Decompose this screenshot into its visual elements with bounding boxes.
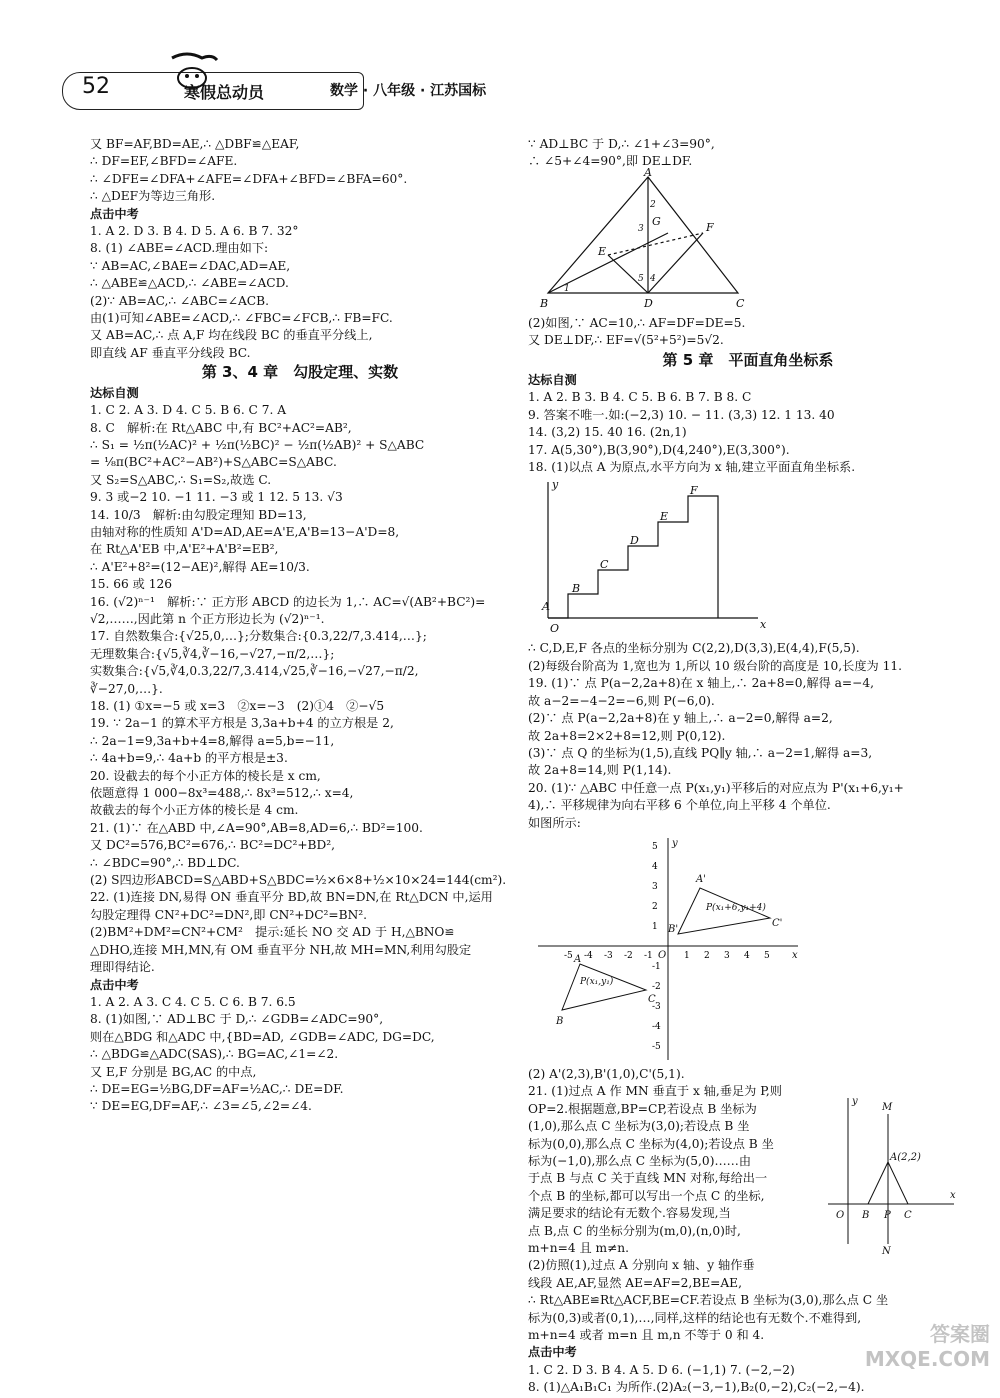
text-line: 实数集合:{√5,∛4,0.3,22/7,3.414,√25,∛−16,−√27,−π/2,	[90, 664, 419, 679]
text-line: ∴ △ABE≌△ACD,∴ ∠ABE=∠ACD.	[90, 276, 289, 291]
text-line: 8. (1) ∠ABE=∠ACD.理由如下:	[90, 241, 269, 256]
text-line: 22. (1)连接 DN,易得 ON 垂直平分 BD,故 BN=DN,在 Rt△DCN 中,运用	[90, 890, 493, 905]
text-line: ∴ C,D,E,F 各点的坐标分别为 C(2,2),D(3,3),E(4,4),F(5,5).	[528, 641, 860, 656]
text-line: 依题意得 1 000−8x³=488,∴ 8x³=512,∴ x=4,	[90, 786, 354, 801]
text-line: 14. 10/3 解析:由勾股定理知 BD=13,	[90, 507, 307, 522]
page-header	[62, 72, 522, 108]
text-line: m+n=4 且 m≠n.	[528, 1241, 630, 1255]
fig3-label: x	[792, 949, 798, 961]
text-line: (2)∵ 点 P(a−2,2a+8)在 y 轴上,∴ a−2=0,解得 a=2,	[528, 711, 833, 726]
text-line: 线段 AE,AF,显然 AE=AF=2,BE=AE,	[528, 1275, 742, 1290]
fig3-label: C	[648, 993, 656, 1005]
fig4-label: P	[884, 1209, 891, 1221]
text-line: 故 a−2=−4−2=−6,则 P(−6,0).	[528, 693, 715, 708]
fig3-label: C'	[772, 917, 783, 929]
text-line: 1. C 2. D 3. B 4. A 5. D 6. (−1,1) 7. (−2,−2)	[528, 1362, 795, 1377]
text-line: 4),∴ 平移规律为向右平移 6 个单位,向上平移 4 个单位.	[528, 798, 831, 813]
text-line: 标为(0,0),那么点 C 坐标为(4,0);若设点 B 坐	[528, 1136, 774, 1151]
page-number: 52	[82, 74, 110, 99]
y-tick-label: 4	[652, 861, 658, 872]
x-tick-label: 5	[764, 950, 770, 961]
text-line: 1. A 2. D 3. B 4. D 5. A 6. B 7. 32°	[90, 224, 299, 239]
text-line: (2)BM²+DM²=CN²+CM² 提示:延长 NO 交 AD 于 H,△BNO≌	[90, 925, 455, 940]
text-line: 8. (1)△A₁B₁C₁ 为所作.(2)A₂(−3,−1),B₂(0,−2),C₂(−2,−4).	[528, 1380, 865, 1395]
text-line: ∵ AB=AC,∠BAE=∠DAC,AD=AE,	[90, 258, 291, 273]
fig1-label: 2	[650, 199, 656, 210]
text-line: 8. C 解析:在 Rt△ABC 中,有 BC²+AC²=AB²,	[90, 420, 352, 435]
x-tick-label: -1	[644, 950, 653, 961]
text-line: (1,0),那么点 C 坐标为(3,0);若设点 B 坐	[528, 1119, 750, 1134]
fig4-label: y	[852, 1095, 858, 1107]
fig3-label: P(x₁+6,y₁+4)	[706, 902, 766, 913]
staircase-figure	[528, 478, 768, 638]
fig4-label: x	[950, 1189, 956, 1201]
text-line: ∴ DE=EG=½BG,DF=AF=½AC,∴ DE=DF.	[90, 1081, 344, 1096]
fig2-label: y	[552, 478, 559, 492]
text-line: ∴ ∠DFE=∠DFA+∠AFE=∠DFA+∠BFD=∠BFA=60°.	[90, 171, 408, 186]
text-line: (2) S四边形ABCD=S△ABD+S△BDC=½×6×8+½×10×24=144(cm²).	[90, 873, 507, 888]
section-heading: 点击中考	[90, 977, 139, 992]
fig2-label: C	[600, 558, 609, 572]
text-line: m+n=4 或者 m=n 且 m,n 不等于 0 和 4.	[528, 1328, 765, 1343]
x-tick-label: -2	[624, 950, 633, 961]
text-line: ∴ 2a−1=9,3a+b+4=8,解得 a=5,b=−11,	[90, 733, 335, 748]
x-tick-label: -5	[564, 950, 573, 961]
fig2-label: O	[550, 622, 560, 636]
text-line: 又 BF=AF,BD=AE,∴ △DBF≌△EAF,	[90, 137, 300, 151]
text-line: ∵ AD⊥BC 于 D,∴ ∠1+∠3=90°,	[528, 137, 715, 151]
text-line: 则在△BDG 和△ADC 中,{BD=AD, ∠GDB=∠ADC, DG=DC,	[90, 1029, 435, 1044]
text-line: (2)∵ AB=AC,∴ ∠ABC=∠ACB.	[90, 293, 269, 308]
text-line: 18. (1) ①x=−5 或 x=3 ②x=−3 (2)①4 ②−√5	[90, 699, 385, 713]
text-line: 在 Rt△A'EB 中,A'E²+A'B²=EB²,	[90, 542, 279, 557]
fig3-label: A	[574, 953, 582, 965]
text-line: ∴ A'E²+8²=(12−AE)²,解得 AE=10/3.	[90, 559, 310, 574]
fig2-label: x	[760, 618, 767, 632]
fig1-label: 3	[638, 223, 644, 234]
fig3-label: O	[658, 949, 667, 961]
x-tick-label: 1	[684, 950, 690, 961]
text-line: 于点 B 与点 C 关于直线 MN 对称,每给出一	[528, 1171, 768, 1186]
text-line: (2)每级台阶高为 1,宽也为 1,所以 10 级台阶的高度是 10,长度为 11.	[528, 658, 902, 673]
text-line: 17. A(5,30°),B(3,90°),D(4,240°),E(3,300°).	[528, 442, 790, 457]
section-heading: 点击中考	[90, 206, 139, 221]
fig1-label: 5	[638, 273, 644, 284]
text-line: ∴ S₁ = ½π(½AC)² + ½π(½BC)² − ½π(½AB)² + S△ABC	[90, 437, 425, 452]
text-line: 个点 B 的坐标,都可以写出一个点 C 的坐标,	[528, 1188, 765, 1203]
text-line: 故截去的每个小正方体的棱长是 4 cm.	[90, 803, 299, 818]
x-tick-label: -4	[584, 950, 593, 961]
fig1-label: B	[540, 296, 549, 310]
y-tick-label: 2	[652, 901, 658, 912]
text-line: 20. 设截去的每个小正方体的棱长是 x cm,	[90, 768, 321, 783]
text-line: (2)仿照(1),过点 A 分别向 x 轴、y 轴作垂	[528, 1258, 755, 1273]
x-tick-label: -3	[604, 950, 613, 961]
fig1-label: C	[736, 296, 745, 310]
text-line: 15. 66 或 126	[90, 577, 172, 592]
text-line: 1. C 2. A 3. D 4. C 5. B 6. C 7. A	[90, 403, 287, 418]
fig1-label: 1	[564, 283, 570, 294]
coordinate-figure	[528, 834, 808, 1064]
y-tick-label: -3	[652, 1001, 661, 1012]
y-tick-label: 5	[652, 841, 658, 852]
text-line: 标为(0,3)或者(0,1),…,同样,这样的结论也有无数个.不难得到,	[528, 1310, 862, 1325]
text-line: 故 2a+8=14,则 P(1,14).	[528, 763, 672, 778]
text-line: 即直线 AF 垂直平分线段 BC.	[90, 345, 251, 360]
triangle-figure	[528, 165, 748, 313]
fig3-label: B'	[668, 923, 679, 935]
x-tick-label: 2	[704, 950, 710, 961]
text-line: (2) A'(2,3),B'(1,0),C'(5,1).	[528, 1066, 685, 1081]
text-line: 21. (1)过点 A 作 MN 垂直于 x 轴,垂足为 P,则	[528, 1084, 782, 1099]
y-tick-label: -4	[652, 1021, 661, 1032]
text-line: ∴ ∠5+∠4=90°,即 DE⊥DF.	[528, 154, 693, 169]
fig4-label: C	[904, 1209, 912, 1221]
text-line: ∴ ∠BDC=90°,∴ BD⊥DC.	[90, 855, 240, 870]
book-subtitle: 数学 · 八年级 · 江苏国标	[330, 83, 487, 99]
text-line: 满足要求的结论有无数个.容易发现,当	[528, 1206, 731, 1221]
text-line: 又 E,F 分别是 BG,AC 的中点,	[90, 1064, 257, 1079]
y-tick-label: 1	[652, 921, 658, 932]
text-line: 17. 自然数集合:{√25,0,…};分数集合:{0.3,22/7,3.414,…};	[90, 629, 427, 644]
section-heading: 点击中考	[528, 1345, 577, 1360]
text-line: ∴ Rt△ABE≌Rt△ACF,BE=CF.若设点 B 坐标为(3,0),那么点 C 坐	[528, 1293, 889, 1308]
text-line: 21. (1)∵ 在△ABD 中,∠A=90°,AB=8,AD=6,∴ BD²=100.	[90, 820, 423, 835]
fig1-label: 4	[650, 273, 656, 284]
y-tick-label: 3	[652, 881, 658, 892]
fig4-label: N	[882, 1245, 891, 1257]
fig1-label: E	[598, 244, 607, 258]
fig3-label: B	[556, 1015, 564, 1027]
text-line: 又 AB=AC,∴ 点 A,F 均在线段 BC 的垂直平分线上,	[90, 328, 373, 343]
text-line: 由轴对称的性质知 A'D=AD,AE=A'E,A'B=13−A'D=8,	[90, 524, 400, 539]
fig3-label: A'	[696, 873, 706, 885]
fig2-label: E	[660, 510, 669, 524]
book-brand: 寒假总动员	[184, 83, 265, 102]
section-heading: 达标自测	[528, 373, 577, 388]
y-tick-label: -2	[652, 981, 661, 992]
text-line: 故 2a+8=2×2+8=12,则 P(0,12).	[528, 728, 726, 743]
text-line: △DHO,连接 MH,MN,有 OM 垂直平分 NH,故 MH=MN,利用勾股定	[90, 942, 472, 957]
fig1-label: A	[644, 165, 652, 179]
text-line: (2)如图,∵ AC=10,∴ AF=DF=DE=5.	[528, 315, 746, 330]
text-line: 9. 3 或−2 10. −1 11. −3 或 1 12. 5 13. √3	[90, 490, 343, 505]
text-line: ∛−27,0,…}.	[90, 681, 163, 696]
fig4-label: B	[862, 1209, 870, 1221]
text-line: 又 S₂=S△ABC,∴ S₁=S₂,故选 C.	[90, 472, 272, 487]
fig4-label: A(2,2)	[890, 1151, 921, 1163]
text-line: OP=2.根据题意,BP=CP,若设点 B 坐标为	[528, 1101, 757, 1116]
y-tick-label: -1	[652, 961, 661, 972]
y-tick-label: -5	[652, 1041, 661, 1052]
text-line: ∴ 4a+b=9,∴ 4a+b 的平方根是±3.	[90, 751, 288, 766]
text-line: ∵ DE=EG,DF=AF,∴ ∠3=∠5,∠2=∠4.	[90, 1099, 312, 1114]
fig2-label: D	[630, 534, 639, 548]
text-line: ∴ △BDG≌△ADC(SAS),∴ BG=AC,∠1=∠2.	[90, 1047, 339, 1062]
text-line: 19. ∵ 2a−1 的算术平方根是 3,3a+b+4 的立方根是 2,	[90, 716, 394, 731]
fig3-label: y	[672, 837, 678, 849]
text-line: √2,……,因此第 n 个正方形边长为 (√2)ⁿ⁻¹.	[90, 611, 325, 626]
text-line: 又 DC²=576,BC²=676,∴ BC²=DC²+BD²,	[90, 838, 336, 853]
text-line: ∴ DF=EF,∠BFD=∠AFE.	[90, 154, 238, 169]
x-tick-label: 4	[744, 950, 750, 961]
text-line: 又 DE⊥DF,∴ EF=√(5²+5²)=5√2.	[528, 333, 724, 348]
fig1-label: D	[644, 296, 653, 310]
text-line: 16. (√2)ⁿ⁻¹ 解析:∵ 正方形 ABCD 的边长为 1,∴ AC=√(AB²+BC²)=	[90, 594, 486, 609]
text-line: 勾股定理得 CN²+DC²=DN²,即 CN²+DC²=BN².	[90, 907, 368, 922]
fig2-label: A	[542, 600, 550, 614]
section-heading: 达标自测	[90, 385, 139, 400]
fig1-label: F	[706, 220, 714, 234]
chapter-title: 第 5 章 平面直角坐标系	[662, 350, 834, 369]
x-tick-label: 3	[724, 950, 730, 961]
text-line: 由(1)可知∠ABE=∠ACD,∴ ∠FBC=∠FCB,∴ FB=FC.	[90, 311, 393, 326]
text-line: 理即得结论.	[90, 960, 155, 975]
left-column	[90, 136, 510, 1116]
fig2-label: F	[690, 484, 698, 498]
text-line: 8. (1)如图,∵ AD⊥BC 于 D,∴ ∠GDB=∠ADC=90°,	[90, 1012, 384, 1027]
text-line: 18. (1)以点 A 为原点,水平方向为 x 轴,建立平面直角坐标系.	[528, 460, 856, 475]
text-line: 1. A 2. A 3. C 4. C 5. C 6. B 7. 6.5	[90, 994, 296, 1009]
text-line: ∴ △DEF为等边三角形.	[90, 189, 216, 204]
text-line: 20. (1)∵ △ABC 中任意一点 P(x₁,y₁)平移后的对应点为 P'(x₁+6,y₁+	[528, 780, 904, 795]
mn-axis-figure	[824, 1094, 964, 1257]
text-line: 如图所示:	[528, 815, 581, 830]
text-line: 14. (3,2) 15. 40 16. (2n,1)	[528, 425, 687, 440]
text-line: = ⅛π(BC²+AC²−AB²)+S△ABC=S△ABC.	[90, 455, 337, 470]
text-line: 9. 答案不唯一.如:(−2,3) 10. − 11. (3,3) 12. 1 13. 40	[528, 407, 835, 422]
text-line: 标为(−1,0),那么点 C 坐标为(5,0)……由	[528, 1153, 752, 1168]
watermark-text: 答案圈 MXQE.COM	[864, 1322, 990, 1371]
fig4-label: M	[882, 1101, 893, 1113]
text-line: 1. A 2. B 3. B 4. C 5. B 6. B 7. B 8. C	[528, 390, 752, 405]
watermark-logo	[820, 1318, 990, 1388]
fig4-label: O	[836, 1209, 845, 1221]
fig2-label: B	[572, 582, 581, 596]
chapter-title: 第 3、4 章 勾股定理、实数	[201, 363, 399, 382]
right-column	[528, 136, 968, 1397]
fig3-label: P(x₁,y₁)	[580, 976, 614, 987]
text-line: 无理数集合:{√5,∛4,∛−16,−√27,−π/2,…};	[90, 646, 335, 661]
text-line: (3)∵ 点 Q 的坐标为(1,5),直线 PQ∥y 轴,∴ a−2=1,解得 a=3,	[528, 745, 873, 760]
text-line: 19. (1)∵ 点 P(a−2,2a+8)在 x 轴上,∴ 2a+8=0,解得 a=−4,	[528, 676, 874, 691]
text-line: 点 B,点 C 的坐标分别为(m,0),(n,0)时,	[528, 1223, 741, 1238]
fig1-label: G	[652, 214, 661, 228]
